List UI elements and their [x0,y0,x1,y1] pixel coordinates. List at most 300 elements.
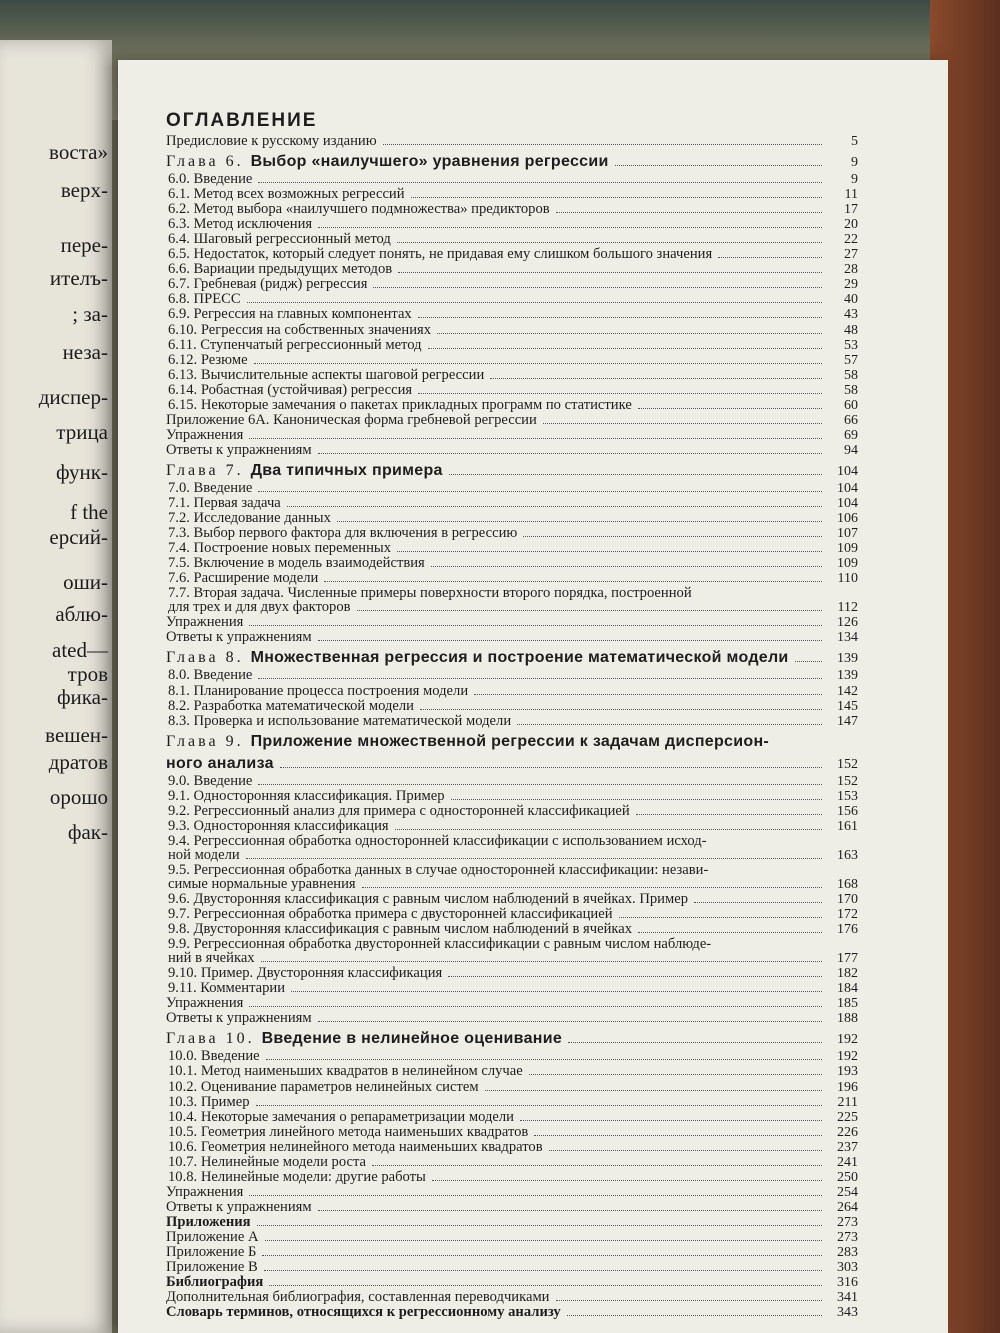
dot-leader [257,1225,822,1226]
page-number: 43 [844,307,858,323]
toc-entry-label: 8.3. Проверка и использование математической модели [168,713,512,728]
toc-entries [166,134,858,1320]
toc-entry-label: Упражнения [166,996,244,1011]
page-number: 145 [837,698,858,714]
toc-entry-label: 7.6. Расширение модели [168,571,319,586]
page-number: 193 [837,1064,858,1080]
toc-row [166,1185,858,1200]
toc-row [166,187,858,202]
toc-row [166,134,858,149]
page-number: 196 [837,1079,858,1095]
dot-leader [318,640,822,641]
toc-entry-label [166,153,609,171]
page-number: 182 [837,966,858,982]
dot-leader [262,1255,822,1256]
page-number: 27 [844,247,858,263]
page-number: 57 [844,352,858,368]
page-number: 126 [837,615,858,631]
page-number: 226 [837,1124,858,1140]
toc-row [166,1230,858,1245]
toc-entry-label: 9.3. Односторонняя классификация [168,818,389,833]
chapter-number: Глава 10. [166,1030,262,1048]
toc-entry-label: 6.15. Некоторые замечания о пакетах прикладных программ по статистике [168,397,632,412]
toc-entry-label: Ответы к упражнениям [166,630,312,645]
toc-row [166,353,858,368]
dot-leader [474,694,822,695]
toc-row [166,232,858,247]
page-number: 112 [837,600,858,616]
page-number: 192 [837,1032,858,1048]
page-number: 9 [851,155,858,171]
page-number: 40 [844,292,858,308]
toc-entry-label [166,733,769,751]
dot-leader [437,333,822,334]
toc-row [166,307,858,322]
toc-entry-label: 9.0. Введение [168,773,253,788]
previous-page-text-fragment: трица [56,420,108,444]
toc-entry-label: 9.8. Двусторонняя классификация с равным числом наблюдений в ячейках [168,922,633,937]
toc-row [166,1290,858,1305]
page-number: 254 [837,1184,858,1200]
previous-page-text-fragment: фак- [67,820,108,844]
page-number: 177 [837,951,858,967]
toc-entry-label: 10.6. Геометрия нелинейного метода наименьших квадратов [168,1139,543,1154]
toc-row [166,863,858,877]
contents-page [118,60,948,1333]
toc-row [166,526,858,541]
chapter-title: Два типичных примера [250,461,443,479]
toc-entry-label: 10.4. Некоторые замечания о репараметризации модели [168,1109,514,1124]
toc-row [166,892,858,907]
page-number: 273 [837,1230,858,1245]
page-number: 139 [837,668,858,684]
toc-entry-label: 6.9. Регрессия на главных компонентах [168,307,412,322]
toc-row [166,586,858,600]
dot-leader [418,317,822,318]
dot-leader [287,506,822,507]
page-number: 48 [844,322,858,338]
previous-page-text-fragment: пере- [60,233,108,257]
toc-entry-label: Предисловие к русскому изданию [166,134,377,149]
table-of-contents [166,110,858,1320]
toc-row [166,834,858,848]
dot-leader [485,1090,822,1091]
toc-row [166,217,858,232]
toc-entry-label: 6.6. Вариации предыдущих методов [168,262,393,277]
page-number: 20 [844,217,858,233]
toc-entry-label: Библиография [166,1275,264,1290]
toc-entry-label [166,649,789,667]
dot-leader [431,566,822,567]
dot-leader [615,165,822,166]
dot-leader [266,1059,822,1060]
toc-row [166,383,858,398]
toc-row [166,1049,858,1064]
previous-page-text-fragment: верх- [60,178,108,202]
toc-row [166,511,858,526]
toc-entry-label: 10.0. Введение [168,1049,260,1064]
toc-chapter-row [166,1030,858,1049]
dot-leader [448,976,822,977]
page-number: 192 [837,1049,858,1065]
toc-row [166,877,858,892]
toc-entry-label: 9.10. Пример. Двусторонняя классификация [168,966,443,981]
page-number: 109 [837,556,858,572]
toc-row [166,1200,858,1215]
toc-entry-label: 9.7. Регрессионная обработка примера с двусторонней классификацией [168,907,613,922]
previous-page-text-fragment: орошо [49,785,108,809]
toc-row [166,368,858,383]
toc-row [166,1215,858,1230]
dot-leader [258,678,822,679]
toc-row [166,202,858,217]
toc-entry-label [166,1030,562,1048]
page-number: 211 [837,1094,858,1110]
chapter-title: ного анализа [166,754,274,772]
toc-row [166,789,858,804]
toc-entry-label: Упражнения [166,615,244,630]
toc-entry-label: 6.10. Регрессия на собственных значениях [168,322,432,337]
dot-leader [357,610,822,611]
toc-row [166,323,858,338]
toc-entry-label: Ответы к упражнениям [166,1011,312,1026]
toc-entry-label: 7.4. Построение новых переменных [168,541,392,556]
dot-leader [638,932,822,933]
dot-leader [249,438,822,439]
toc-row [166,428,858,443]
page-number: 58 [844,382,858,398]
page-number: 142 [837,683,858,699]
page-number: 147 [837,713,858,729]
previous-page [0,40,112,1333]
toc-entry-label: 9.2. Регрессионный анализ для примера с односторонней классификацией [168,803,630,818]
toc-entry-label: 6.1. Метод всех возможных регрессий [168,187,405,202]
page-number: 94 [844,442,858,458]
toc-row [166,413,858,428]
toc-row [166,966,858,981]
toc-entry-label: 9.1. Односторонняя классификация. Пример [168,788,445,803]
toc-entry-label: Приложение 6А. Каноническая форма гребневой регрессии [166,412,537,427]
toc-entry-label: 6.4. Шаговый регрессионный метод [168,232,391,247]
toc-row [166,907,858,922]
chapter-title: Приложение множественной регрессии к задачам дисперсион- [250,732,770,750]
previous-page-text-fragment: фика- [56,685,108,709]
toc-row [166,1170,858,1185]
dot-leader [258,784,822,785]
toc-row [166,615,858,630]
page-number: 104 [837,495,858,511]
chapter-number: Глава 9. [166,732,251,750]
toc-entry-label: 6.7. Гребневая (ридж) регрессия [168,277,368,292]
previous-page-text-fragment: тров [67,662,108,686]
chapter-number: Глава 6. [166,153,251,171]
dot-leader [397,551,822,552]
page-number: 250 [837,1169,858,1185]
toc-entry-label [166,462,443,480]
dot-leader [261,961,822,962]
toc-entry-label: 10.5. Геометрия линейного метода наименьших квадратов [168,1124,529,1139]
dot-leader [523,536,822,537]
toc-entry-label: для трех и для двух факторов [168,600,351,615]
dot-leader [543,423,822,424]
previous-page-text-fragment: аблю- [55,602,108,626]
toc-entry-label: 10.3. Пример [168,1094,250,1109]
dot-leader [247,302,822,303]
page-number: 283 [837,1245,858,1261]
previous-page-text-fragment: функ- [55,460,108,484]
dot-leader [249,1006,822,1007]
previous-page-text-fragment: ated— [52,638,108,662]
toc-row [166,714,858,729]
dot-leader [420,709,822,710]
dot-leader [318,453,822,454]
toc-row [166,1125,858,1140]
dot-leader [258,491,822,492]
previous-page-text-fragment: ителъ- [49,266,108,290]
toc-row [166,1095,858,1110]
toc-row [166,247,858,262]
toc-row [166,398,858,413]
previous-page-text-fragment: ерсий- [49,525,108,549]
dot-leader [694,902,822,903]
toc-chapter-row [166,755,858,774]
toc-entry-label: ний в ячейках [168,951,255,966]
page-number: 188 [837,1011,858,1027]
dot-leader [383,144,822,145]
dot-leader [411,197,822,198]
toc-row [166,571,858,586]
previous-page-text-fragment: дратов [48,750,108,774]
dot-leader [397,242,822,243]
page-number: 152 [837,773,858,789]
toc-entry-label: 8.1. Планирование процесса построения модели [168,683,469,698]
toc-entry-label: 10.7. Нелинейные модели роста [168,1154,367,1169]
toc-entry-label: 6.2. Метод выбора «наилучшего подмножества» предикторов [168,202,550,217]
toc-entry-label: 6.13. Вычислительные аспекты шаговой регрессии [168,367,485,382]
toc-entry-label [166,755,274,773]
page-number: 168 [837,876,858,892]
toc-row [166,600,858,615]
toc-row [166,277,858,292]
dot-leader [567,1315,822,1316]
toc-heading: ОГЛАВЛЕНИЕ [166,110,318,131]
previous-page-text-fragment: ; за- [72,302,108,326]
toc-row [166,443,858,458]
page-number: 343 [837,1305,858,1321]
toc-entry-label: Дополнительная библиография, составленная переводчиками [166,1290,550,1305]
toc-row [166,951,858,966]
toc-row [166,937,858,951]
dot-leader [636,814,822,815]
toc-entry-label: Приложение Б [166,1245,257,1260]
toc-row [166,996,858,1011]
dot-leader [517,724,822,725]
page-number: 109 [837,541,858,557]
toc-entry-label: Словарь терминов, относящихся к регрессионному анализу [166,1305,561,1320]
toc-row [166,262,858,277]
toc-row [166,848,858,863]
toc-entry-label: 6.0. Введение [168,172,253,187]
page-number: 163 [837,847,858,863]
previous-page-text-fragment: вешен- [45,723,108,747]
toc-row [166,1245,858,1260]
previous-page-text-fragment: оши- [63,570,108,594]
page-number: 237 [837,1139,858,1155]
page-number: 185 [837,996,858,1012]
toc-entry-label: Приложения [166,1214,251,1229]
page-number: 17 [844,202,858,218]
toc-entry-label: 10.1. Метод наименьших квадратов в нелинейном случае [168,1064,523,1079]
dot-leader [280,767,822,768]
page-number: 60 [844,397,858,413]
dot-leader [619,917,822,918]
toc-row [166,556,858,571]
toc-row [166,1110,858,1125]
toc-row [166,774,858,789]
page-number: 28 [844,262,858,278]
page-number: 69 [844,427,858,443]
toc-entry-label: Приложение В [166,1260,258,1275]
dot-leader [318,227,822,228]
dot-leader [269,1285,822,1286]
dot-leader [318,1210,822,1211]
toc-row [166,1260,858,1275]
dot-leader [372,1165,822,1166]
page-number: 139 [837,651,858,667]
dot-leader [362,887,822,888]
dot-leader [265,1240,822,1241]
toc-entry-label: 7.3. Выбор первого фактора для включения в регрессию [168,526,518,541]
dot-leader [428,348,822,349]
toc-entry-label: 8.2. Разработка математической модели [168,698,414,713]
chapter-title: Множественная регрессия и построение математической модели [250,649,789,667]
toc-entry-label: Упражнения [166,1184,244,1199]
dot-leader [520,1120,822,1121]
toc-row [166,922,858,937]
toc-row [166,699,858,714]
page-number: 184 [837,981,858,997]
dot-leader [256,1105,823,1106]
page-number: 341 [837,1290,858,1306]
toc-entry-label: 9.9. Регрессионная обработка двусторонней классификации с равным числом наблюде- [168,937,712,952]
page-number: 316 [837,1275,858,1291]
page-number: 58 [844,367,858,383]
dot-leader [451,799,822,800]
dot-leader [418,393,822,394]
toc-entry-label: 6.5. Недостаток, который следует понять, не придавая ему слишком большого значения [168,247,713,262]
toc-row [166,1064,858,1079]
toc-entry-label: ной модели [168,847,240,862]
toc-entry-label: 7.0. Введение [168,480,253,495]
dot-leader [549,1150,822,1151]
page-number: 156 [837,803,858,819]
toc-entry-label: 7.1. Первая задача [168,495,281,511]
page-number: 5 [851,134,858,149]
dot-leader [795,661,822,662]
toc-entry-label: 8.0. Введение [168,668,253,683]
toc-entry-label: 7.5. Включение в модель взаимодействия [168,556,425,571]
dot-leader [534,1135,822,1136]
dot-leader [398,272,822,273]
previous-page-text-fragment: вoста» [49,140,108,164]
toc-entry-label: 10.8. Нелинейные модели: другие работы [168,1169,426,1184]
toc-row [166,496,858,511]
dot-leader [568,1042,822,1043]
page-number: 152 [837,756,858,772]
toc-entry-label: Упражнения [166,427,244,442]
toc-entry-label: 7.2. Исследование данных [168,511,331,526]
dot-leader [556,212,822,213]
page-number: 53 [844,337,858,353]
toc-entry-label: 7.7. Вторая задача. Численные примеры поверхности второго порядка, построенной [168,586,692,601]
toc-entry-label: 6.14. Робастная (устойчивая) регрессия [168,382,413,397]
page-number: 303 [837,1260,858,1276]
dot-leader [258,182,822,183]
chapter-title: Введение в нелинейное оценивание [261,1030,563,1048]
toc-chapter-row [166,462,858,481]
page-number: 172 [837,907,858,923]
dot-leader [490,378,822,379]
page-number: 264 [837,1199,858,1215]
dot-leader [373,287,822,288]
page-number: 153 [837,788,858,804]
page-number: 134 [837,630,858,646]
dot-leader [249,1195,822,1196]
toc-chapter-row [166,733,858,751]
toc-row [166,819,858,834]
toc-row [166,1140,858,1155]
dot-leader [291,991,822,992]
page-number: 104 [837,463,858,479]
dot-leader [318,1021,822,1022]
toc-entry-label: 10.2. Оценивание параметров нелинейных систем [168,1079,479,1094]
dot-leader [246,858,822,859]
toc-row [166,1275,858,1290]
dot-leader [529,1074,822,1075]
toc-entry-label: симые нормальные уравнения [168,876,356,892]
chapter-number: Глава 7. [166,461,251,479]
toc-row [166,292,858,307]
toc-entry-label: Ответы к упражнениям [166,1199,312,1214]
previous-page-text-fragment: неза- [62,340,108,364]
toc-entry-label: 9.5. Регрессионная обработка данных в случае односторонней классификации: незави- [168,862,709,877]
toc-entry-label: 9.4. Регрессионная обработка односторонней классификации с использованием исход- [168,833,707,848]
dot-leader [718,257,822,258]
toc-row [166,1155,858,1170]
page-number: 273 [837,1214,858,1230]
page-number: 104 [837,480,858,496]
page-number: 106 [837,511,858,527]
dot-leader [395,829,822,830]
toc-row [166,541,858,556]
toc-row [166,668,858,683]
page-number: 9 [851,172,858,188]
previous-page-text-fragment: диспер- [38,385,108,409]
toc-entry-label: 6.11. Ступенчатый регрессионный метод [168,337,422,352]
toc-row [166,1305,858,1320]
chapter-title: Выбор «наилучшего» уравнения регрессии [250,153,609,171]
dot-leader [249,625,822,626]
page-number: 66 [844,412,858,428]
toc-entry-label: 9.6. Двусторонняя классификация с равным числом наблюдений в ячейках. Пример [168,892,688,907]
page-number: 110 [837,571,858,587]
toc-chapter-row [166,153,858,172]
dot-leader [337,521,822,522]
dot-leader [324,581,822,582]
dot-leader [449,474,822,475]
page-number: 107 [837,526,858,542]
toc-row [166,630,858,645]
